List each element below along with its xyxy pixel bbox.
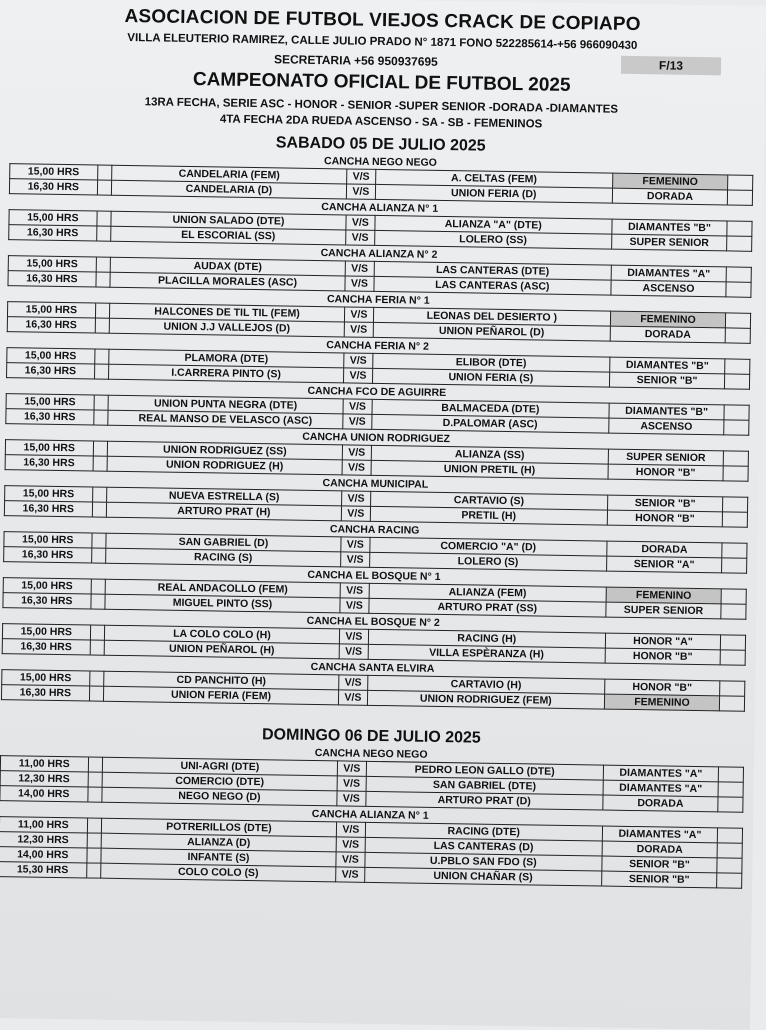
empty-cell xyxy=(88,757,103,772)
home-team: COLO COLO (S) xyxy=(101,863,336,882)
category-badge: DIAMANTES "A" xyxy=(602,826,718,843)
versus-label: V/S xyxy=(343,368,372,383)
category-badge: HONOR "B" xyxy=(608,464,724,481)
away-team: ARTURO PRAT (SS) xyxy=(369,598,606,617)
away-team: ELIBOR (DTE) xyxy=(373,353,610,372)
venue-name: CANCHA ALIANZA N° 1 xyxy=(321,201,439,215)
category-badge: HONOR "A" xyxy=(605,633,721,650)
home-team: MIGUEL PINTO (SS) xyxy=(105,594,340,613)
match-time: 15,00 HRS xyxy=(7,348,95,364)
versus-label: V/S xyxy=(341,552,370,567)
empty-cell xyxy=(718,782,743,797)
match-time: 15,00 HRS xyxy=(5,440,93,456)
empty-cell xyxy=(725,374,750,389)
versus-label: V/S xyxy=(339,675,368,690)
category-badge: HONOR "B" xyxy=(605,648,721,665)
category-badge: SUPER SENIOR xyxy=(608,449,724,466)
category-badge: HONOR "B" xyxy=(604,679,720,696)
match-table xyxy=(0,816,743,889)
empty-cell xyxy=(723,451,748,466)
versus-label: V/S xyxy=(344,353,373,368)
venue-name: CANCHA FERIA N° 1 xyxy=(326,293,430,307)
home-team: HALCONES DE TIL TIL (FEM) xyxy=(109,303,344,322)
association-title: ASOCIACION DE FUTBOL VIEJOS CRACK DE COPIAPO xyxy=(124,5,641,36)
saturday-schedule xyxy=(0,149,764,712)
match-time: 14,00 HRS xyxy=(0,847,87,863)
empty-cell xyxy=(89,671,104,686)
versus-label: V/S xyxy=(340,583,369,598)
match-time: 15,00 HRS xyxy=(4,532,92,548)
away-team: ARTURO PRAT (D) xyxy=(366,791,603,810)
category-badge: SENIOR "B" xyxy=(607,495,723,512)
match-time: 16,30 HRS xyxy=(1,685,89,701)
category-badge: SUPER SENIOR xyxy=(606,602,722,619)
away-team: U.PBLO SAN FDO (S) xyxy=(365,852,602,871)
away-team: ALIANZA (FEM) xyxy=(369,583,606,602)
category-badge: ASCENSO xyxy=(611,280,727,297)
versus-label: V/S xyxy=(342,445,371,460)
away-team: PEDRO LEON GALLO (DTE) xyxy=(366,761,603,780)
empty-cell xyxy=(88,772,103,787)
match-time: 15,00 HRS xyxy=(10,164,98,180)
empty-cell xyxy=(96,272,111,287)
empty-cell xyxy=(92,487,107,502)
away-team: VILLA ESPÈRANZA (H) xyxy=(368,644,605,663)
match-time: 16,30 HRS xyxy=(7,317,95,333)
venue-name: CANCHA SANTA ELVIRA xyxy=(310,660,435,675)
empty-cell xyxy=(93,441,108,456)
versus-label: V/S xyxy=(344,322,373,337)
home-team: UNI-AGRI (DTE) xyxy=(102,757,337,776)
empty-cell xyxy=(96,226,111,241)
empty-cell xyxy=(717,873,742,888)
away-team: LAS CANTERAS (D) xyxy=(365,837,602,856)
empty-cell xyxy=(718,767,743,782)
home-team: COMERCIO (DTE) xyxy=(102,772,337,791)
venue-name: CANCHA ALIANZA N° 2 xyxy=(320,247,438,261)
empty-cell xyxy=(718,797,743,812)
empty-cell xyxy=(721,589,746,604)
versus-label: V/S xyxy=(345,261,374,276)
versus-label: V/S xyxy=(340,598,369,613)
home-team: CD PANCHITO (H) xyxy=(104,671,339,690)
empty-cell xyxy=(86,863,101,878)
match-time: 15,00 HRS xyxy=(8,256,96,272)
category-badge: DORADA xyxy=(610,326,726,343)
versus-label: V/S xyxy=(337,761,366,776)
category-badge: DIAMANTES "A" xyxy=(611,265,727,282)
category-badge: DIAMANTES "B" xyxy=(612,219,728,236)
home-team: ARTURO PRAT (H) xyxy=(106,502,341,521)
empty-cell xyxy=(727,221,752,236)
home-team: ALIANZA (D) xyxy=(101,833,336,852)
away-team: UNION PEÑAROL (D) xyxy=(373,322,610,341)
empty-cell xyxy=(728,190,753,205)
empty-cell xyxy=(97,180,112,195)
empty-cell xyxy=(725,328,750,343)
empty-cell xyxy=(91,579,106,594)
versus-label: V/S xyxy=(339,644,368,659)
versus-label: V/S xyxy=(336,822,365,837)
venue-name: CANCHA MUNICIPAL xyxy=(322,477,429,491)
away-team: UNION PRETIL (H) xyxy=(371,460,608,479)
away-team: A. CELTAS (FEM) xyxy=(375,169,612,188)
match-time: 16,30 HRS xyxy=(9,179,97,195)
versus-label: V/S xyxy=(342,460,371,475)
match-time: 16,30 HRS xyxy=(9,225,97,241)
empty-cell xyxy=(722,543,747,558)
empty-cell xyxy=(720,650,745,665)
category-badge: FEMENINO xyxy=(612,173,728,190)
category-badge: DIAMANTES "A" xyxy=(603,765,719,782)
away-team: LOLERO (SS) xyxy=(374,230,611,249)
category-badge: SUPER SENIOR xyxy=(611,234,727,251)
empty-cell xyxy=(724,420,749,435)
versus-label: V/S xyxy=(336,852,365,867)
empty-cell xyxy=(96,211,111,226)
empty-cell xyxy=(95,303,110,318)
match-time: 12,30 HRS xyxy=(0,832,87,848)
category-badge: FEMENINO xyxy=(610,311,726,328)
match-time: 15,00 HRS xyxy=(2,670,90,686)
empty-cell xyxy=(93,410,108,425)
match-time: 15,00 HRS xyxy=(5,486,93,502)
category-badge: FEMENINO xyxy=(606,587,722,604)
empty-cell xyxy=(721,604,746,619)
away-team: ALIANZA "A" (DTE) xyxy=(375,215,612,234)
match-time: 15,00 HRS xyxy=(7,302,95,318)
away-team: LOLERO (S) xyxy=(369,552,606,571)
versus-label: V/S xyxy=(346,184,375,199)
home-team: SAN GABRIEL (D) xyxy=(106,533,341,552)
home-team: NUEVA ESTRELLA (S) xyxy=(107,487,342,506)
empty-cell xyxy=(726,267,751,282)
empty-cell xyxy=(95,318,110,333)
empty-cell xyxy=(93,456,108,471)
empty-cell xyxy=(96,257,111,272)
versus-label: V/S xyxy=(341,506,370,521)
association-address: VILLA ELEUTERIO RAMIREZ, CALLE JULIO PRADO N° 1871 FONO 522285614-+56 966090430 xyxy=(127,31,638,52)
category-badge: SENIOR "B" xyxy=(601,871,717,888)
saturday-title: SABADO 05 DE JULIO 2025 xyxy=(275,134,486,155)
empty-cell xyxy=(91,548,106,563)
versus-label: V/S xyxy=(343,399,372,414)
versus-label: V/S xyxy=(339,629,368,644)
match-time: 15,00 HRS xyxy=(9,210,97,226)
empty-cell xyxy=(725,359,750,374)
away-team: RACING (H) xyxy=(368,629,605,648)
away-team: PRETIL (H) xyxy=(370,506,607,525)
versus-label: V/S xyxy=(347,169,376,184)
match-time: 14,00 HRS xyxy=(0,786,88,802)
empty-cell xyxy=(723,497,748,512)
empty-cell xyxy=(718,828,743,843)
form-code-box: F/13 xyxy=(621,56,721,76)
versus-label: V/S xyxy=(336,837,365,852)
versus-label: V/S xyxy=(338,690,367,705)
empty-cell xyxy=(90,640,105,655)
empty-cell xyxy=(722,558,747,573)
home-team: POTRERILLOS (DTE) xyxy=(101,818,336,837)
category-badge: DORADA xyxy=(603,795,719,812)
away-team: RACING (DTE) xyxy=(365,822,602,841)
away-team: LEONAS DEL DESIERTO ) xyxy=(373,307,610,326)
venue-name: CANCHA FCO DE AGUIRRE xyxy=(307,384,447,400)
venue-name: CANCHA ALIANZA N° 1 xyxy=(311,807,429,822)
away-team: UNION CHAÑAR (S) xyxy=(364,867,601,886)
empty-cell xyxy=(90,625,105,640)
empty-cell xyxy=(727,236,752,251)
match-time: 15,30 HRS xyxy=(0,862,86,878)
home-team: UNION PUNTA NEGRA (DTE) xyxy=(108,395,343,414)
category-badge: SENIOR "B" xyxy=(609,372,725,389)
home-team: CANDELARIA (FEM) xyxy=(112,165,347,184)
empty-cell xyxy=(97,165,112,180)
home-team: PLACILLA MORALES (ASC) xyxy=(110,272,345,291)
round-info-line1: 13RA FECHA, SERIE ASC - HONOR - SENIOR -SUPER SENIOR -DORADA -DIAMANTES xyxy=(144,96,619,116)
empty-cell xyxy=(86,848,101,863)
venue-name: CANCHA NEGO NEGO xyxy=(314,747,428,761)
empty-cell xyxy=(94,364,109,379)
home-team: AUDAX (DTE) xyxy=(110,257,345,276)
match-time: 16,30 HRS xyxy=(4,547,92,563)
match-time: 15,00 HRS xyxy=(3,578,91,594)
empty-cell xyxy=(726,282,751,297)
venue-name: CANCHA EL BOSQUE N° 1 xyxy=(307,568,441,583)
home-team: REAL ANDACOLLO (FEM) xyxy=(105,579,340,598)
away-team: CARTAVIO (H) xyxy=(367,675,604,694)
empty-cell xyxy=(721,635,746,650)
empty-cell xyxy=(90,594,105,609)
home-team: RACING (S) xyxy=(106,548,341,567)
away-team: D.PALOMAR (ASC) xyxy=(372,414,609,433)
home-team: UNION FERIA (FEM) xyxy=(103,686,338,705)
category-badge: DORADA xyxy=(602,841,718,858)
match-time: 15,00 HRS xyxy=(2,624,90,640)
away-team: COMERCIO "A" (D) xyxy=(370,537,607,556)
match-time: 16,30 HRS xyxy=(2,639,90,655)
home-team: UNION RODRIGUEZ (SS) xyxy=(107,441,342,460)
away-team: BALMACEDA (DTE) xyxy=(372,399,609,418)
match-time: 16,30 HRS xyxy=(6,409,94,425)
match-time: 12,30 HRS xyxy=(0,771,88,787)
empty-cell xyxy=(723,466,748,481)
category-badge: SENIOR "B" xyxy=(602,856,718,873)
away-team: SAN GABRIEL (DTE) xyxy=(366,776,603,795)
empty-cell xyxy=(91,533,106,548)
sunday-schedule xyxy=(0,741,754,889)
category-badge: ASCENSO xyxy=(609,418,725,435)
match-time: 16,30 HRS xyxy=(3,593,91,609)
empty-cell xyxy=(87,818,102,833)
empty-cell xyxy=(720,681,745,696)
empty-cell xyxy=(94,395,109,410)
home-team: NEGO NEGO (D) xyxy=(102,787,337,806)
venue-name: CANCHA UNION RODRIGUEZ xyxy=(302,430,451,446)
versus-label: V/S xyxy=(346,215,375,230)
category-badge: DIAMANTES "A" xyxy=(603,780,719,797)
versus-label: V/S xyxy=(337,776,366,791)
empty-cell xyxy=(720,696,745,711)
empty-cell xyxy=(87,833,102,848)
match-time: 11,00 HRS xyxy=(0,756,88,772)
away-team: CARTAVIO (S) xyxy=(370,491,607,510)
empty-cell xyxy=(717,858,742,873)
home-team: REAL MANSO DE VELASCO (ASC) xyxy=(108,410,343,429)
versus-label: V/S xyxy=(337,791,366,806)
championship-title: CAMPEONATO OFICIAL DE FUTBOL 2025 xyxy=(192,69,571,96)
match-time: 16,30 HRS xyxy=(5,455,93,471)
away-team: UNION RODRIGUEZ (FEM) xyxy=(367,690,604,709)
home-team: LA COLO COLO (H) xyxy=(104,625,339,644)
match-time: 16,30 HRS xyxy=(4,501,92,517)
sunday-title: DOMINGO 06 DE JULIO 2025 xyxy=(261,726,481,747)
versus-label: V/S xyxy=(346,230,375,245)
versus-label: V/S xyxy=(342,491,371,506)
home-team: UNION RODRIGUEZ (H) xyxy=(107,456,342,475)
category-badge: SENIOR "A" xyxy=(606,556,722,573)
category-badge: DORADA xyxy=(607,541,723,558)
away-team: LAS CANTERAS (DTE) xyxy=(374,261,611,280)
empty-cell xyxy=(728,175,753,190)
category-badge: DIAMANTES "B" xyxy=(609,403,725,420)
home-team: PLAMORA (DTE) xyxy=(109,349,344,368)
empty-cell xyxy=(722,512,747,527)
empty-cell xyxy=(724,405,749,420)
venue-name: CANCHA EL BOSQUE N° 2 xyxy=(306,614,440,629)
home-team: UNION SALADO (DTE) xyxy=(111,211,346,230)
away-team: LAS CANTERAS (ASC) xyxy=(374,276,611,295)
versus-label: V/S xyxy=(343,414,372,429)
home-team: UNION PEÑAROL (H) xyxy=(104,640,339,659)
match-time: 15,00 HRS xyxy=(6,394,94,410)
away-team: ALIANZA (SS) xyxy=(371,445,608,464)
category-badge: FEMENINO xyxy=(604,694,720,711)
match-time: 16,30 HRS xyxy=(7,363,95,379)
venue-name: CANCHA RACING xyxy=(329,523,420,537)
home-team: INFANTE (S) xyxy=(101,848,336,867)
home-team: UNION J.J VALLEJOS (D) xyxy=(109,318,344,337)
round-info-line2: 4TA FECHA 2DA RUEDA ASCENSO - SA - SB - FEMENINOS xyxy=(219,113,543,131)
home-team: EL ESCORIAL (SS) xyxy=(111,226,346,245)
category-badge: DORADA xyxy=(612,188,728,205)
away-team: UNION FERIA (D) xyxy=(375,184,612,203)
empty-cell xyxy=(726,313,751,328)
secretaria-phone: SECRETARIA +56 950937695 xyxy=(273,52,438,69)
versus-label: V/S xyxy=(341,537,370,552)
versus-label: V/S xyxy=(345,276,374,291)
match-time: 16,30 HRS xyxy=(8,271,96,287)
category-badge: DIAMANTES "B" xyxy=(609,357,725,374)
venue-name: CANCHA FERIA N° 2 xyxy=(326,339,429,353)
empty-cell xyxy=(717,843,742,858)
empty-cell xyxy=(94,349,109,364)
versus-label: V/S xyxy=(336,867,365,882)
category-badge: HONOR "B" xyxy=(607,510,723,527)
empty-cell xyxy=(92,502,107,517)
match-time: 11,00 HRS xyxy=(0,817,87,833)
venue-name: CANCHA NEGO NEGO xyxy=(323,155,437,169)
empty-cell xyxy=(87,787,102,802)
home-team: CANDELARIA (D) xyxy=(111,180,346,199)
empty-cell xyxy=(89,686,104,701)
home-team: I.CARRERA PINTO (S) xyxy=(109,364,344,383)
versus-label: V/S xyxy=(344,307,373,322)
away-team: UNION FERIA (S) xyxy=(372,368,609,387)
